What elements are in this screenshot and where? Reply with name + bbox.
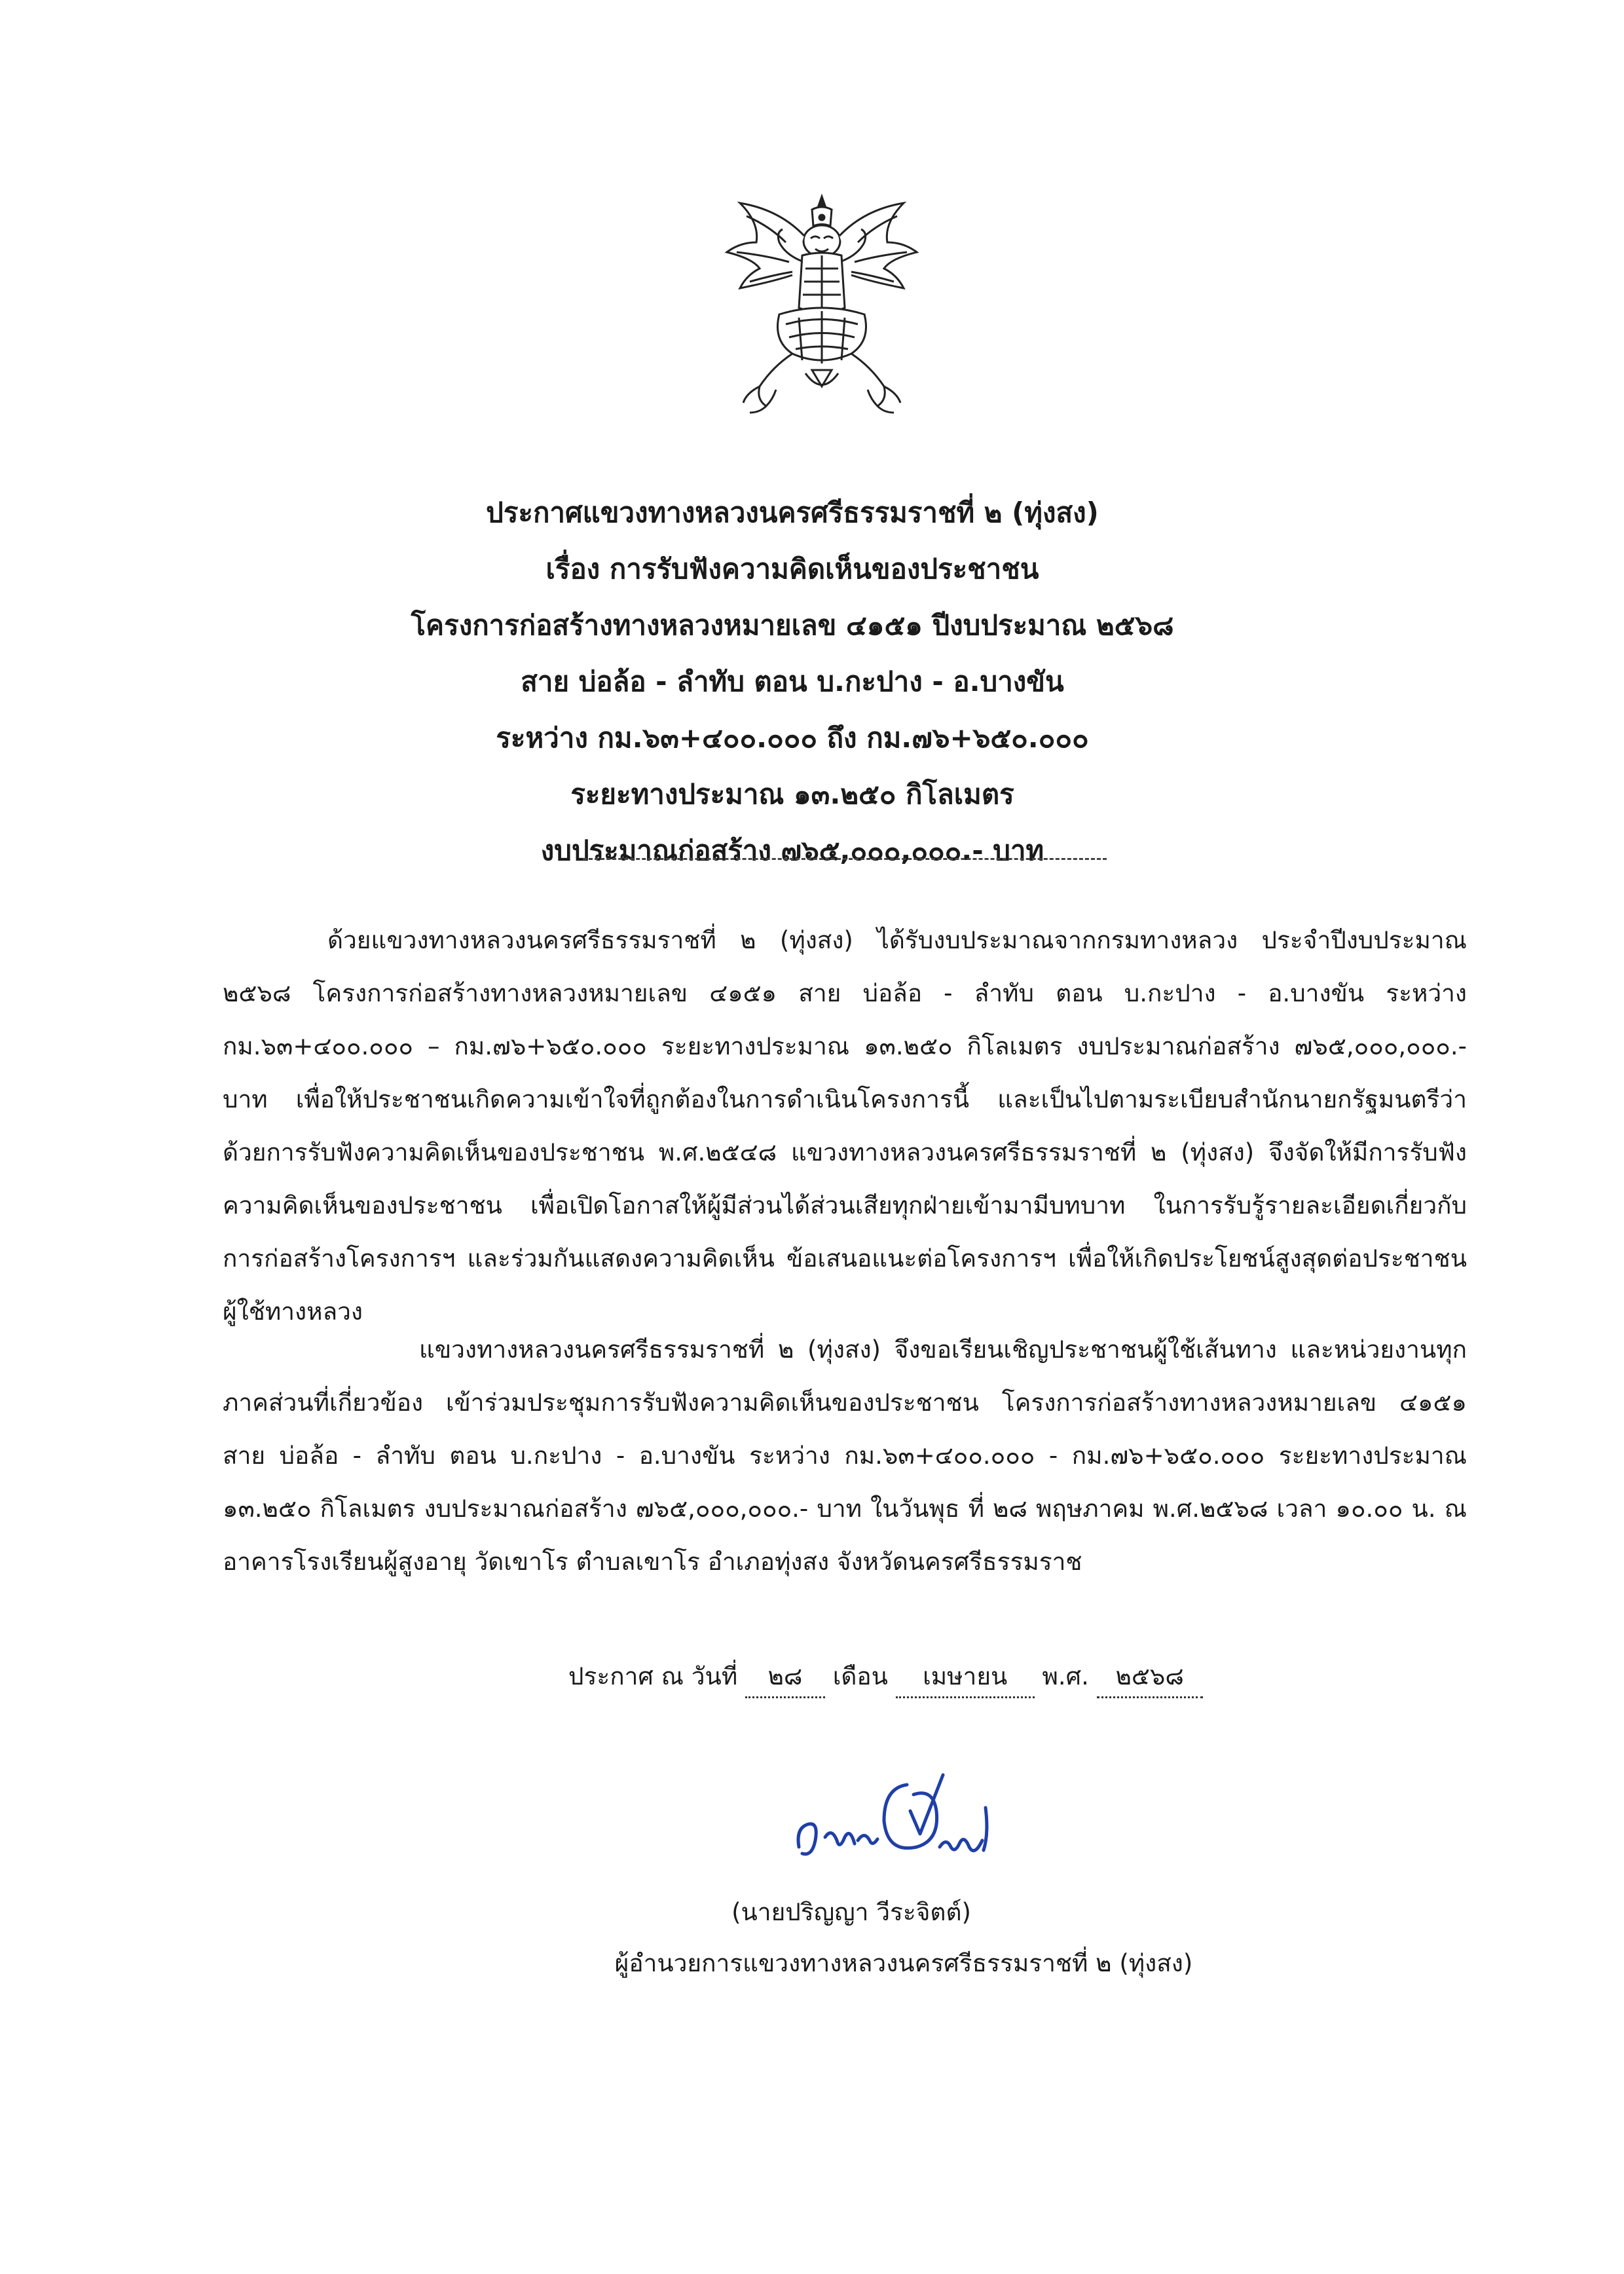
paragraph-2-text: แขวงทางหลวงนครศรีธรรมราชที่ ๒ (ทุ่งสง) จึงขอเรียนเชิญประชาชนผู้ใช้เส้นทาง และหน่วยงานทุกภาคส่วนที่เกี่ยวข้อง เข้าร่วมประชุมการรับฟังความคิดเห็นของประชาชน โครงการก่อสร้างทางหลวงหมายเลข ๔๑๕๑ สาย บ่อล้อ - ลำทับ ตอน บ.กะปาง - อ.บางขัน ระหว่าง กม.๖๓+๔๐๐.๐๐๐ - กม.๗๖+๖๕๐.๐๐๐ ระยะทางประมาณ ๑๓.๒๕๐ กิโลเมตร งบประมาณก่อสร้าง ๗๖๕,๐๐๐,๐๐๐.- บาท ในวันพุธ ที่ ๒๘ พฤษภาคม พ.ศ.๒๕๖๘ เวลา ๑๐.๐๐ น. ณ อาคารโรงเรียนผู้สูงอายุ วัดเขาโร ตำบลเขาโร อำเภอทุ่งสง จังหวัดนครศรีธรรมราช <box>223 1335 1467 1576</box>
header-route: สาย บ่อล้อ - ลำทับ ตอน บ.กะปาง - อ.บางขัน <box>521 665 1064 698</box>
announcement-date <box>568 1657 1203 1698</box>
signer-name: (นายปริญญา วีระจิตต์) <box>731 1898 971 1926</box>
date-month-label: เดือน <box>832 1662 888 1690</box>
date-month: เมษายน <box>896 1657 1035 1698</box>
header-divider <box>583 858 1107 860</box>
body-paragraph-1 <box>223 914 1467 1338</box>
body-paragraph-2 <box>223 1323 1467 1588</box>
announcement-header <box>327 485 1257 879</box>
paragraph-1-text: ด้วยแขวงทางหลวงนครศรีธรรมราชที่ ๒ (ทุ่งสง) ได้รับงบประมาณจากกรมทางหลวง ประจำปีงบประมาณ ๒๕๖๘ โครงการก่อสร้างทางหลวงหมายเลข ๔๑๕๑ สาย บ่อล้อ - ลำทับ ตอน บ.กะปาง - อ.บางขัน ระหว่าง กม.๖๓+๔๐๐.๐๐๐ – กม.๗๖+๖๕๐.๐๐๐ ระยะทางประมาณ ๑๓.๒๕๐ กิโลเมตร งบประมาณก่อสร้าง ๗๖๕,๐๐๐,๐๐๐.- บาท เพื่อให้ประชาชนเกิดความเข้าใจที่ถูกต้องในการดำเนินโครงการนี้ และเป็นไปตามระเบียบสำนักนายกรัฐมนตรีว่าด้วยการรับฟังความคิดเห็นของประชาชน พ.ศ.๒๕๔๘ แขวงทางหลวงนครศรีธรรมราชที่ ๒ (ทุ่งสง) จึงจัดให้มีการรับฟังความคิดเห็นของประชาชน เพื่อเปิดโอกาสให้ผู้มีส่วนได้ส่วนเสียทุกฝ่ายเข้ามามีบทบาท ในการรับรู้รายละเอียดเกี่ยวกับการก่อสร้างโครงการฯ และร่วมกันแสดงความคิดเห็น ข้อเสนอแนะต่อโครงการฯ เพื่อให้เกิดประโยชน์สูงสุดต่อประชาชนผู้ใช้ทางหลวง <box>223 926 1467 1326</box>
signer-title: ผู้อำนวยการแขวงทางหลวงนครศรีธรรมราชที่ ๒ (ทุ่งสง) <box>614 1949 1193 1977</box>
header-project: โครงการก่อสร้างทางหลวงหมายเลข ๔๑๕๑ ปีงบประมาณ ๒๕๖๘ <box>411 609 1174 641</box>
header-subject: เรื่อง การรับฟังความคิดเห็นของประชาชน <box>545 553 1039 585</box>
header-km-range: ระหว่าง กม.๖๓+๔๐๐.๐๐๐ ถึง กม.๗๖+๖๕๐.๐๐๐ <box>496 722 1089 754</box>
header-budget: งบประมาณก่อสร้าง ๗๖๕,๐๐๐,๐๐๐.- บาท <box>540 834 1044 867</box>
header-title: ประกาศแขวงทางหลวงนครศรีธรรมราชที่ ๒ (ทุ่งสง) <box>486 496 1099 529</box>
header-distance: ระยะทางประมาณ ๑๓.๒๕๐ กิโลเมตร <box>570 778 1014 810</box>
date-year: ๒๕๖๘ <box>1097 1657 1203 1698</box>
date-year-label: พ.ศ. <box>1042 1662 1089 1690</box>
date-prefix: ประกาศ ณ วันที่ <box>568 1662 738 1690</box>
handwritten-signature <box>779 1749 1028 1880</box>
garuda-emblem-icon <box>720 190 923 419</box>
date-day: ๒๘ <box>745 1657 825 1698</box>
